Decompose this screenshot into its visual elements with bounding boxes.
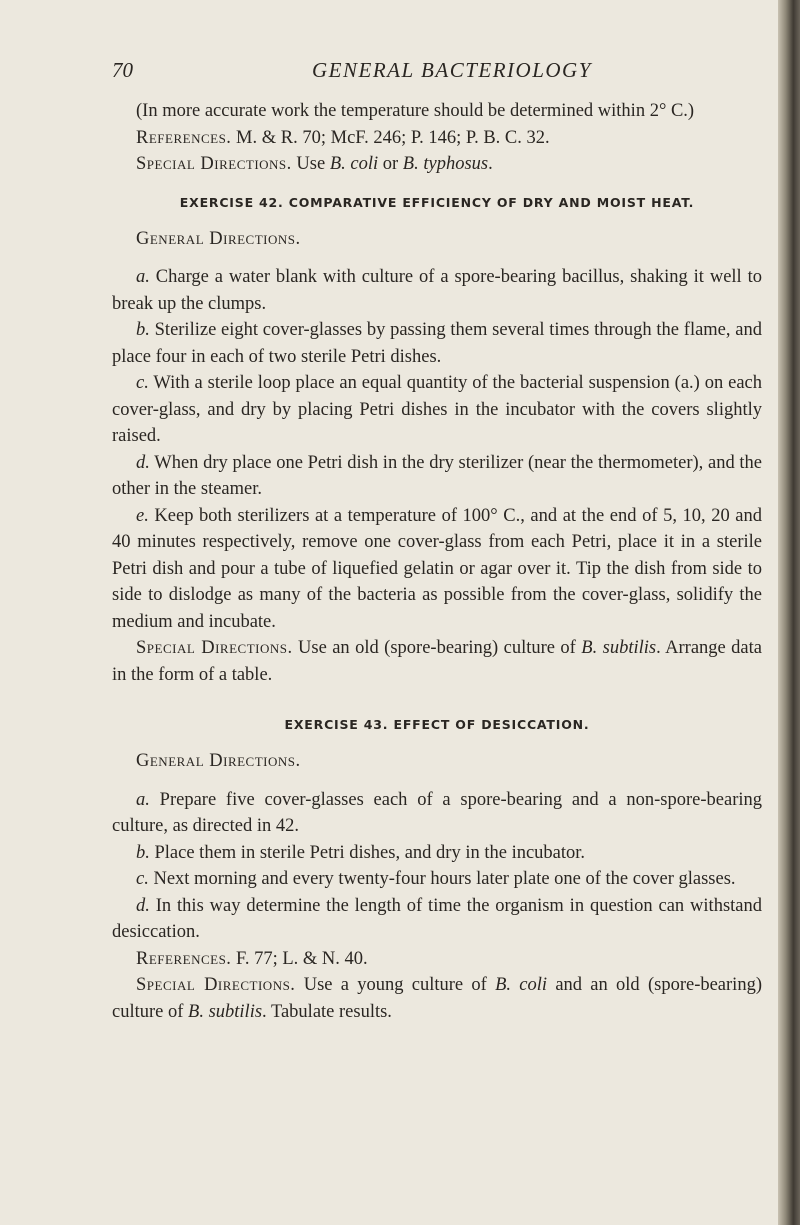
organism-name: B. coli [329, 154, 379, 174]
exercise-43-special-directions: Special Directions. Use a young culture of B. coli and an old (spore-bearing) culture of B. subtilis. Tabulate results. [112, 975, 762, 1022]
special-directions-label: Special Directions. [136, 975, 296, 995]
references-label: References. [136, 948, 232, 969]
exercise-42-title: EXERCISE 42. COMPARATIVE EFFICIENCY OF DRY AND MOIST HEAT. [179, 194, 695, 210]
special-directions-label: Special Directions. [136, 154, 292, 174]
step-d: d. When dry place one Petri dish in the dry sterilizer (near the thermometer), and the other in the steamer. [112, 452, 762, 499]
exercise-43-references [112, 946, 762, 973]
general-directions-heading: General Directions. [136, 751, 301, 771]
organism-name: B. coli [495, 975, 548, 995]
intro-references [112, 125, 762, 152]
exercise-43-title: EXERCISE 43. EFFECT OF DESICCATION. [284, 717, 590, 732]
organism-name: B. typhosus [402, 154, 489, 174]
general-directions-heading: General Directions. [136, 228, 301, 249]
exercise-42-special-directions: Special Directions. Use an old (spore-bearing) culture of B. subtilis. Arrange data in the form of a table. [112, 638, 762, 685]
book-spine-edge [778, 0, 800, 1225]
references-text: M. & R. 70; McF. 246; P. 146; P. B. C. 32. [231, 127, 550, 148]
page-number: 70 [112, 58, 133, 82]
step-c: c. With a sterile loop place an equal quantity of the bacterial suspension (a.) on each cover-glass, and dry by placing Petri dishes in the incubator with the covers slightly raised. [112, 373, 762, 446]
step-letter: a. [136, 789, 150, 810]
step-letter: d. [136, 452, 150, 473]
intro-special-directions: Special Directions. Use B. coli or B. typhosus. [136, 154, 493, 174]
step-b: b. Place them in sterile Petri dishes, and dry in the incubator. [136, 842, 586, 863]
step-c: c. Next morning and every twenty-four hours later plate one of the cover glasses. [136, 869, 736, 889]
step-a: a. Charge a water blank with culture of a spore-bearing bacillus, shaking it well to break up the clumps. [112, 267, 762, 314]
step-letter: b. [136, 842, 150, 863]
page-body [112, 98, 762, 1025]
references-label: References. [136, 127, 232, 148]
step-letter: c. [136, 869, 149, 889]
step-a: a. Prepare five cover-glasses each of a spore-bearing and a non-spore-bearing culture, as directed in 42. [112, 789, 762, 836]
step-letter: d. [136, 895, 150, 916]
page-header [112, 58, 772, 88]
step-letter: a. [136, 267, 150, 287]
organism-name: B. subtilis [188, 1001, 263, 1022]
special-directions-label: Special Directions. [136, 638, 293, 658]
step-e: e. Keep both sterilizers at a temperature of 100° C., and at the end of 5, 10, 20 and 40 minutes respectively, remove one cover-glass from each Petri, place it in a sterile Petri dish and pour a tube of liquefied gelatin or agar over it. Tip the dish from side to side to dislodge as many of the bacteria as possible from the cover-glass, solidify the medium and incubate. [112, 505, 762, 632]
organism-name: B. subtilis [581, 638, 657, 658]
running-head: GENERAL BACTERIOLOGY [312, 58, 592, 82]
references-text: F. 77; L. & N. 40. [231, 948, 368, 969]
step-b: b. Sterilize eight cover-glasses by passing them several times through the flame, and place four in each of two sterile Petri dishes. [112, 320, 762, 367]
step-d: d. In this way determine the length of time the organism in question can withstand desiccation. [112, 895, 762, 942]
step-letter: c. [136, 373, 149, 393]
step-letter: b. [136, 320, 150, 340]
intro-note: (In more accurate work the temperature should be determined within 2° C.) [136, 101, 695, 121]
step-letter: e. [136, 505, 149, 526]
